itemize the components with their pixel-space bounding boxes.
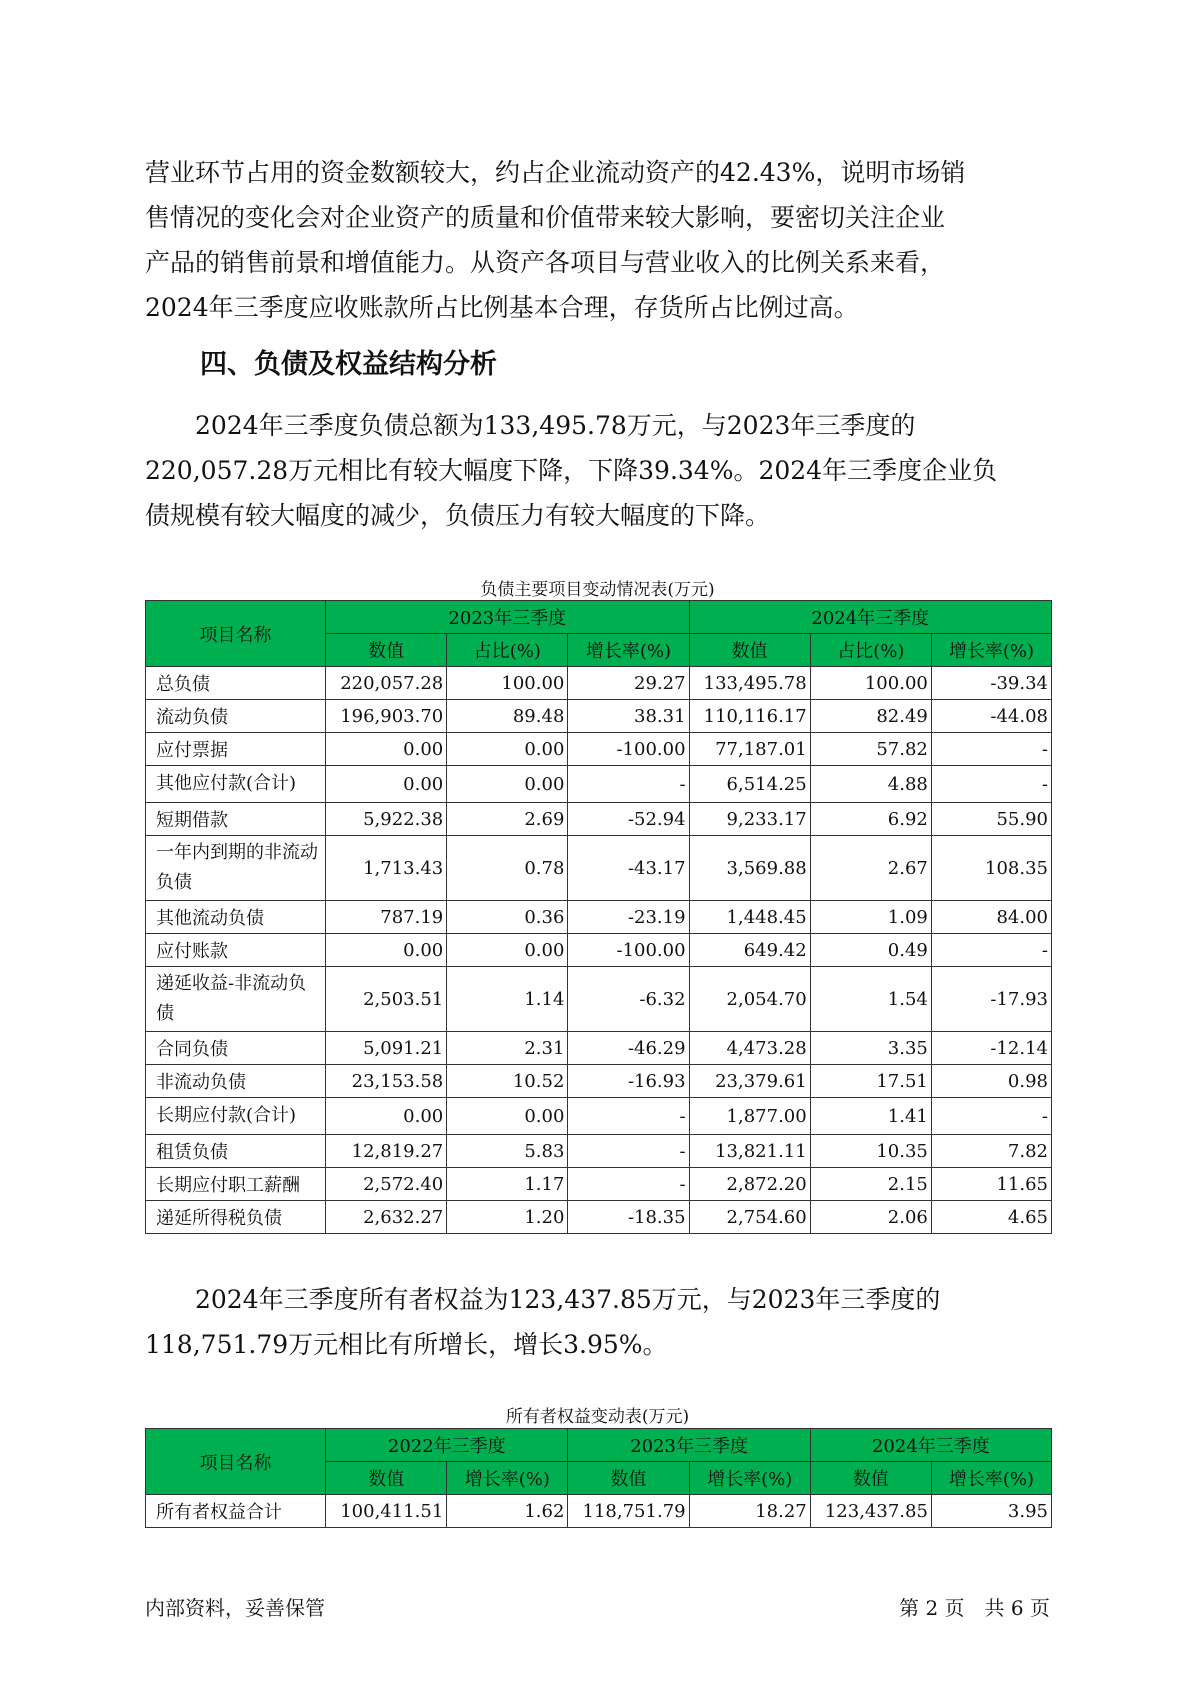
cell-value: 110,116.17 [689, 700, 810, 733]
cell-share: 1.20 [447, 1201, 568, 1234]
row-name: 长期应付职工薪酬 [146, 1168, 326, 1201]
cell-share: 1.09 [810, 901, 931, 934]
period-header: 2023年三季度 [568, 1429, 810, 1462]
cell-growth: - [568, 1098, 689, 1135]
cell-value: 196,903.70 [326, 700, 447, 733]
item-name-header: 项目名称 [146, 1429, 326, 1495]
cell-growth: 29.27 [568, 667, 689, 700]
intro-paragraph [145, 150, 1050, 330]
cell-growth: 7.82 [931, 1135, 1051, 1168]
cell-growth: 3.95 [931, 1495, 1051, 1528]
column-header: 数值 [568, 1462, 689, 1495]
cell-value: 5,922.38 [326, 803, 447, 836]
paragraph-line: 2024年三季度负债总额为133,495.78万元，与2023年三季度的 [145, 411, 916, 440]
cell-growth: -52.94 [568, 803, 689, 836]
table-row [146, 967, 1052, 1032]
cell-share: 10.52 [447, 1065, 568, 1098]
cell-value: 133,495.78 [689, 667, 810, 700]
cell-share: 3.35 [810, 1032, 931, 1065]
cell-value: 100,411.51 [326, 1495, 447, 1528]
liability-paragraph [145, 403, 1050, 538]
period-header: 2023年三季度 [326, 601, 689, 634]
paragraph-line: 2024年三季度所有者权益为123,437.85万元，与2023年三季度的 [145, 1285, 941, 1314]
table-row [146, 1032, 1052, 1065]
cell-share: 4.88 [810, 766, 931, 803]
cell-value: 220,057.28 [326, 667, 447, 700]
column-header: 数值 [326, 634, 447, 667]
table-row [146, 700, 1052, 733]
cell-share: 0.78 [447, 836, 568, 901]
footer-page-number: 第 2 页 共 6 页 [899, 1596, 1050, 1620]
cell-growth: 55.90 [931, 803, 1051, 836]
cell-share: 0.00 [447, 733, 568, 766]
cell-value: 13,821.11 [689, 1135, 810, 1168]
row-name: 非流动负债 [146, 1065, 326, 1098]
cell-share: 82.49 [810, 700, 931, 733]
cell-value: 2,503.51 [326, 967, 447, 1032]
row-name: 短期借款 [146, 803, 326, 836]
table-row [146, 803, 1052, 836]
cell-growth: -43.17 [568, 836, 689, 901]
cell-value: 5,091.21 [326, 1032, 447, 1065]
row-name: 长期应付款(合计) [146, 1098, 326, 1135]
table-row [146, 733, 1052, 766]
cell-growth: - [931, 1098, 1051, 1135]
row-name: 一年内到期的非流动负债 [146, 836, 326, 901]
table-row [146, 836, 1052, 901]
cell-share: 0.36 [447, 901, 568, 934]
cell-value: 2,754.60 [689, 1201, 810, 1234]
cell-share: 10.35 [810, 1135, 931, 1168]
cell-share: 2.31 [447, 1032, 568, 1065]
cell-growth: -18.35 [568, 1201, 689, 1234]
cell-value: 2,054.70 [689, 967, 810, 1032]
column-header: 数值 [326, 1462, 447, 1495]
cell-share: 1.41 [810, 1098, 931, 1135]
cell-share: 1.14 [447, 967, 568, 1032]
cell-value: 23,379.61 [689, 1065, 810, 1098]
cell-growth: - [568, 1168, 689, 1201]
cell-share: 100.00 [810, 667, 931, 700]
cell-share: 1.54 [810, 967, 931, 1032]
cell-value: 0.00 [326, 934, 447, 967]
row-name: 应付票据 [146, 733, 326, 766]
column-header: 数值 [810, 1462, 931, 1495]
row-name: 其他应付款(合计) [146, 766, 326, 803]
paragraph-line: 2024年三季度应收账款所占比例基本合理，存货所占比例过高。 [145, 293, 859, 322]
column-header: 数值 [689, 634, 810, 667]
cell-share: 1.17 [447, 1168, 568, 1201]
cell-share: 5.83 [447, 1135, 568, 1168]
cell-growth: - [931, 766, 1051, 803]
cell-growth: 38.31 [568, 700, 689, 733]
cell-share: 2.15 [810, 1168, 931, 1201]
cell-value: 6,514.25 [689, 766, 810, 803]
cell-growth: - [568, 1135, 689, 1168]
cell-share: 100.00 [447, 667, 568, 700]
table-row [146, 934, 1052, 967]
column-header: 增长率(%) [689, 1462, 810, 1495]
cell-value: 23,153.58 [326, 1065, 447, 1098]
cell-value: 3,569.88 [689, 836, 810, 901]
table-row [146, 1495, 1052, 1528]
section-heading: 四、负债及权益结构分析 [200, 349, 497, 380]
cell-value: 77,187.01 [689, 733, 810, 766]
cell-growth: -17.93 [931, 967, 1051, 1032]
row-name: 其他流动负债 [146, 901, 326, 934]
equity-table-caption: 所有者权益变动表(万元) [505, 1407, 690, 1427]
cell-share: 89.48 [447, 700, 568, 733]
cell-growth: - [568, 766, 689, 803]
period-header: 2022年三季度 [326, 1429, 568, 1462]
row-name: 应付账款 [146, 934, 326, 967]
cell-growth: 1.62 [447, 1495, 568, 1528]
cell-growth: -44.08 [931, 700, 1051, 733]
period-header: 2024年三季度 [810, 1429, 1051, 1462]
cell-share: 0.49 [810, 934, 931, 967]
cell-value: 118,751.79 [568, 1495, 689, 1528]
column-header: 增长率(%) [931, 1462, 1051, 1495]
row-name: 所有者权益合计 [146, 1495, 326, 1528]
cell-share: 0.00 [447, 1098, 568, 1135]
cell-value: 12,819.27 [326, 1135, 447, 1168]
cell-share: 0.00 [447, 766, 568, 803]
cell-value: 2,632.27 [326, 1201, 447, 1234]
liability-table [145, 600, 1052, 1234]
cell-growth: -100.00 [568, 934, 689, 967]
cell-growth: - [931, 934, 1051, 967]
row-name: 递延收益-非流动负债 [146, 967, 326, 1032]
cell-value: 0.00 [326, 1098, 447, 1135]
row-name: 递延所得税负债 [146, 1201, 326, 1234]
column-header: 增长率(%) [931, 634, 1051, 667]
cell-growth: -23.19 [568, 901, 689, 934]
table-row [146, 1098, 1052, 1135]
table-row [146, 901, 1052, 934]
cell-value: 9,233.17 [689, 803, 810, 836]
item-name-header: 项目名称 [146, 601, 326, 667]
liability-table-caption: 负债主要项目变动情况表(万元) [480, 580, 715, 600]
equity-table [145, 1428, 1052, 1528]
row-name: 流动负债 [146, 700, 326, 733]
cell-growth: 84.00 [931, 901, 1051, 934]
cell-growth: 0.98 [931, 1065, 1051, 1098]
liability-table-body [146, 667, 1052, 1234]
cell-value: 0.00 [326, 733, 447, 766]
row-name: 合同负债 [146, 1032, 326, 1065]
table-row [146, 1168, 1052, 1201]
equity-paragraph [145, 1277, 1050, 1367]
cell-growth: -16.93 [568, 1065, 689, 1098]
cell-value: 4,473.28 [689, 1032, 810, 1065]
cell-value: 2,872.20 [689, 1168, 810, 1201]
cell-value: 1,713.43 [326, 836, 447, 901]
cell-growth: -100.00 [568, 733, 689, 766]
column-header: 占比(%) [447, 634, 568, 667]
table-row [146, 667, 1052, 700]
cell-value: 1,448.45 [689, 901, 810, 934]
column-header: 增长率(%) [568, 634, 689, 667]
cell-growth: -12.14 [931, 1032, 1051, 1065]
cell-growth: 108.35 [931, 836, 1051, 901]
table-row [146, 1065, 1052, 1098]
paragraph-line: 营业环节占用的资金数额较大，约占企业流动资产的42.43%，说明市场销 [145, 158, 966, 187]
cell-growth: 11.65 [931, 1168, 1051, 1201]
cell-share: 2.06 [810, 1201, 931, 1234]
cell-value: 787.19 [326, 901, 447, 934]
cell-value: 0.00 [326, 766, 447, 803]
cell-value: 123,437.85 [810, 1495, 931, 1528]
cell-share: 2.69 [447, 803, 568, 836]
cell-growth: -46.29 [568, 1032, 689, 1065]
table-row [146, 1201, 1052, 1234]
cell-growth: -6.32 [568, 967, 689, 1032]
row-name: 总负债 [146, 667, 326, 700]
cell-value: 649.42 [689, 934, 810, 967]
paragraph-line: 售情况的变化会对企业资产的质量和价值带来较大影响，要密切关注企业 [145, 203, 946, 232]
cell-growth: - [931, 733, 1051, 766]
cell-share: 17.51 [810, 1065, 931, 1098]
cell-growth: -39.34 [931, 667, 1051, 700]
column-header: 占比(%) [810, 634, 931, 667]
column-header: 增长率(%) [447, 1462, 568, 1495]
cell-share: 6.92 [810, 803, 931, 836]
paragraph-line: 118,751.79万元相比有所增长，增长3.95%。 [145, 1330, 668, 1359]
cell-share: 0.00 [447, 934, 568, 967]
period-header: 2024年三季度 [689, 601, 1051, 634]
table-row [146, 766, 1052, 803]
cell-value: 1,877.00 [689, 1098, 810, 1135]
table-row [146, 1135, 1052, 1168]
paragraph-line: 债规模有较大幅度的减少，负债压力有较大幅度的下降。 [145, 501, 771, 530]
row-name: 租赁负债 [146, 1135, 326, 1168]
paragraph-line: 产品的销售前景和增值能力。从资产各项目与营业收入的比例关系来看， [145, 248, 946, 277]
cell-value: 2,572.40 [326, 1168, 447, 1201]
cell-share: 57.82 [810, 733, 931, 766]
cell-growth: 18.27 [689, 1495, 810, 1528]
cell-growth: 4.65 [931, 1201, 1051, 1234]
footer-confidential: 内部资料，妥善保管 [145, 1596, 325, 1620]
paragraph-line: 220,057.28万元相比有较大幅度下降，下降39.34%。2024年三季度企业负 [145, 456, 998, 485]
cell-share: 2.67 [810, 836, 931, 901]
